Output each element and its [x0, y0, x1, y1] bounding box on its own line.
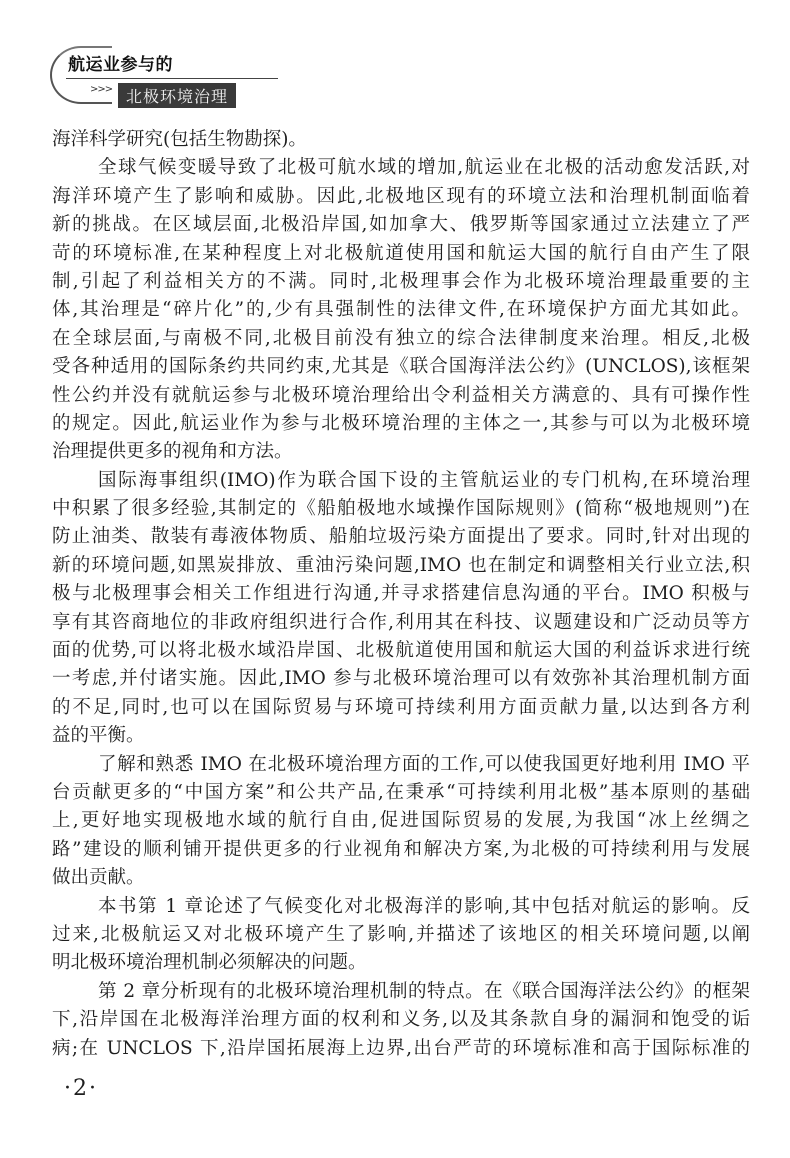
text-line: 治理提供更多的视角和方法。 — [52, 441, 293, 463]
text-line: 中积累了很多经验,其制定的《船舶极地水域操作国际规则》(简称“极地规则”)在 — [52, 498, 750, 520]
text-line: 新的挑战。在区域层面,北极沿岸国,如加拿大、俄罗斯等国家通过立法建立了严 — [52, 214, 750, 236]
text-line: 面的优势,可以将北极水域沿岸国、北极航道使用国和航运大国的利益诉求进行统 — [52, 640, 750, 662]
text-line: 第 2 章分析现有的北极环境治理机制的特点。在《联合国海洋法公约》的框架 — [98, 980, 750, 1002]
text-line: 的不足,同时,也可以在国际贸易与环境可持续利用方面贡献力量,以达到各方利 — [52, 696, 750, 718]
text-line: 做出贡献。 — [52, 867, 145, 889]
text-line: 上,更好地实现极地水域的航行自由,促进国际贸易的发展,为我国“冰上丝绸之 — [52, 810, 750, 832]
text-line: 的规定。因此,航运业作为参与北极环境治理的主体之一,其参与可以为北极环境 — [52, 412, 750, 434]
text-line: 体,其治理是“碎片化”的,少有具强制性的法律文件,在环境保护方面尤其如此。 — [52, 299, 750, 321]
chevron-icon: >>> — [90, 84, 113, 95]
text-line: 受各种适用的国际条约共同约束,尤其是《联合国海洋法公约》(UNCLOS),该框架 — [52, 356, 750, 378]
book-title: 航运业参与的 — [68, 55, 173, 75]
text-line: 一考虑,并付诸实施。因此,IMO 参与北极环境治理可以有效弥补其治理机制方面 — [52, 668, 750, 690]
text-line: 防止油类、散装有毒液体物质、船舶垃圾污染方面提出了要求。同时,针对出现的 — [52, 526, 750, 548]
paragraph — [52, 154, 750, 466]
text-line: 海洋科学研究(包括生物勘探)。 — [52, 129, 307, 150]
text-line: 在全球层面,与南极不同,北极目前没有独立的综合法律制度来治理。相反,北极 — [52, 327, 750, 349]
paragraph — [52, 467, 750, 751]
text-line: 本书第 1 章论述了气候变化对北极海洋的影响,其中包括对航运的影响。反 — [98, 895, 750, 917]
page-number: ·2· — [64, 1076, 98, 1101]
text-line: 病;在 UNCLOS 下,沿岸国拓展海上边界,出台严苛的环境标准和高于国际标准的 — [52, 1037, 750, 1059]
text-line: 海洋环境产生了影响和威胁。因此,北极地区现有的环境立法和治理机制面临着 — [52, 185, 750, 207]
text-line: 苛的环境标准,在某种程度上对北极航道使用国和航运大国的航行自由产生了限 — [52, 242, 750, 264]
text-line: 路”建设的顺利铺开提供更多的行业视角和解决方案,为北极的可持续利用与发展 — [52, 838, 750, 860]
text-line: 制,引起了利益相关方的不满。同时,北极理事会作为北极环境治理最重要的主 — [52, 270, 750, 292]
paragraph — [52, 893, 750, 978]
paragraph — [52, 126, 750, 154]
text-line: 享有其咨商地位的非政府组织进行合作,利用其在科技、议题建设和广泛动员等方 — [52, 611, 750, 633]
text-line: 台贡献更多的“中国方案”和公共产品,在秉承“可持续利用北极”基本原则的基础 — [52, 781, 750, 803]
text-line: 明北极环境治理机制必须解决的问题。 — [52, 952, 367, 974]
text-line: 全球气候变暖导致了北极可航水域的增加,航运业在北极的活动愈发活跃,对 — [98, 157, 750, 179]
text-line: 新的环境问题,如黑炭排放、重油污染问题,IMO 也在制定和调整相关行业立法,积 — [52, 554, 750, 576]
paragraph — [52, 978, 750, 1063]
body-text — [52, 126, 750, 1063]
paragraph — [52, 751, 750, 893]
book-subtitle: 北极环境治理 — [118, 83, 236, 108]
running-header — [48, 40, 308, 110]
text-line: 性公约并没有就航运参与北极环境治理给出令利益相关方满意的、具有可操作性 — [52, 384, 750, 406]
text-line: 了解和熟悉 IMO 在北极环境治理方面的工作,可以使我国更好地利用 IMO 平 — [98, 753, 750, 775]
text-line: 益的平衡。 — [52, 725, 145, 747]
text-line: 下,沿岸国在北极海洋治理方面的权利和义务,以及其条款自身的漏洞和饱受的诟 — [52, 1009, 750, 1031]
header-rule — [66, 78, 278, 79]
text-line: 极与北极理事会相关工作组进行沟通,并寻求搭建信息沟通的平台。IMO 积极与 — [52, 583, 750, 605]
text-line: 过来,北极航运又对北极环境产生了影响,并描述了该地区的相关环境问题,以阐 — [52, 923, 750, 945]
text-line: 国际海事组织(IMO)作为联合国下设的主管航运业的专门机构,在环境治理 — [98, 469, 750, 491]
